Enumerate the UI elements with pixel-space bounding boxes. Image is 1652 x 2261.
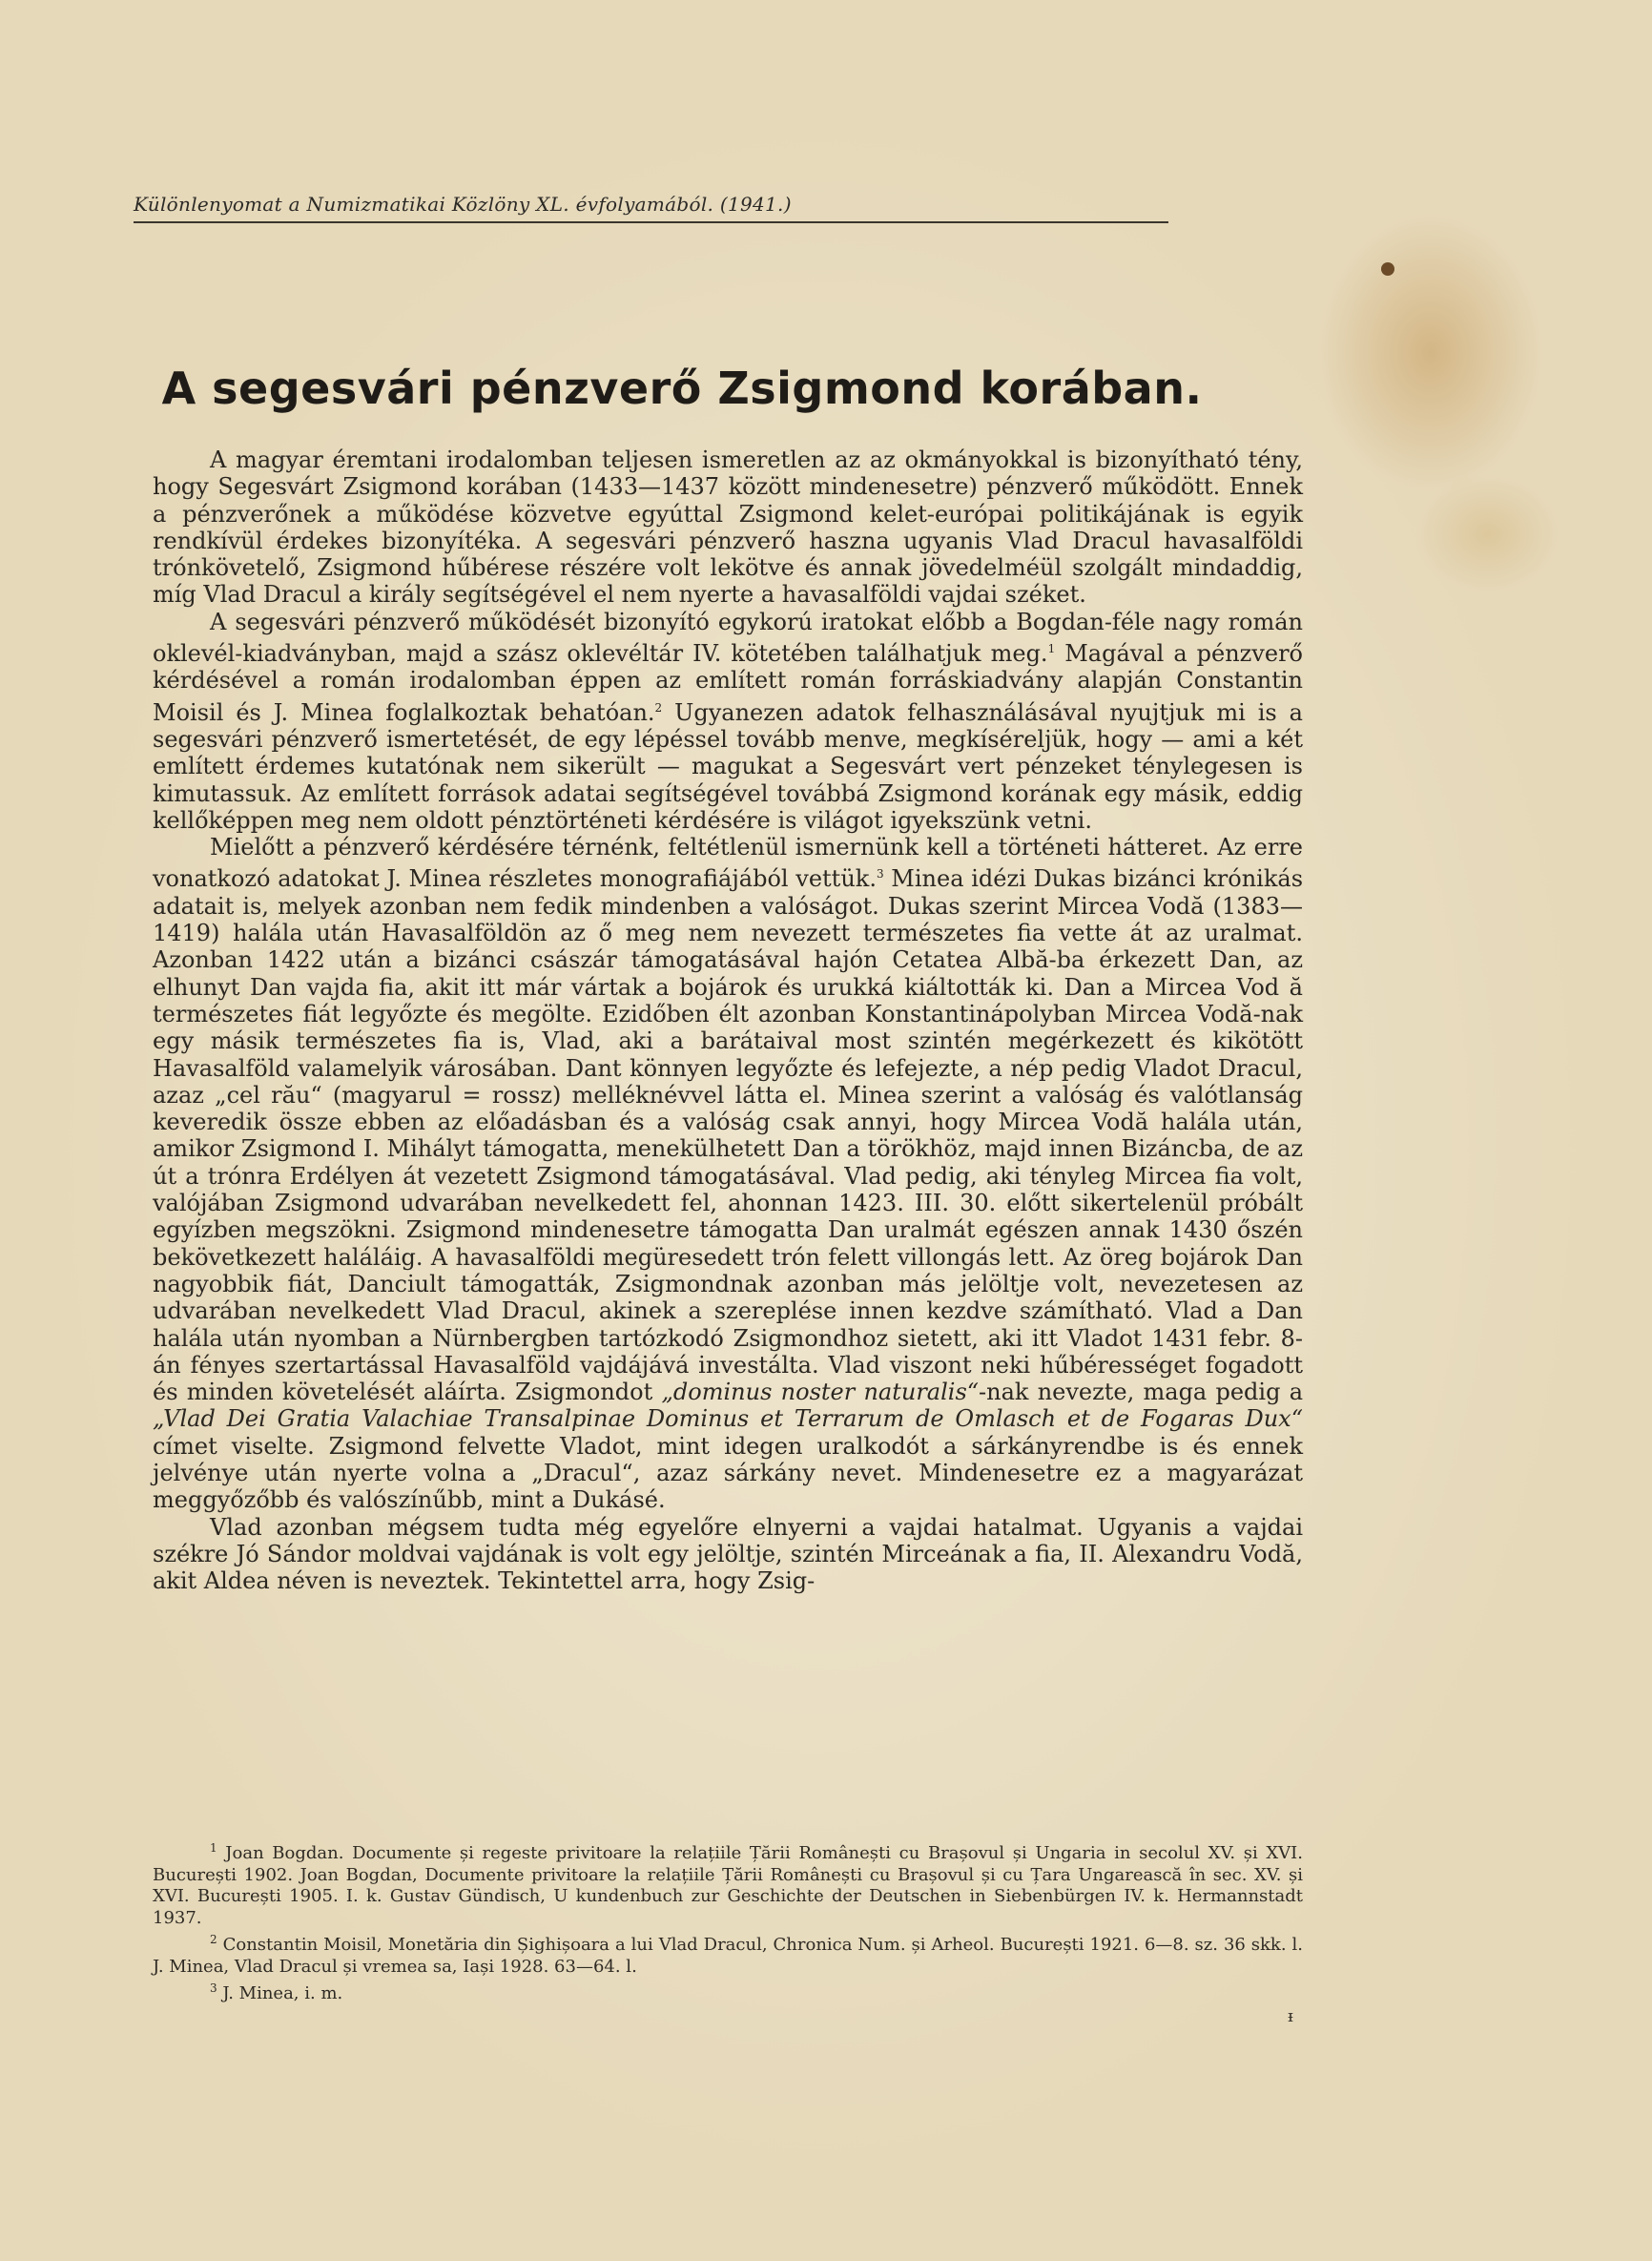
latin-quote-1: „dominus noster naturalis“ — [661, 1379, 980, 1406]
paragraph-4: Vlad azonban mégsem tudta még egyelőre elnyerni a vajdai hatalmat. Ugyanis a vajdai székre Jó Sándor moldvai vajdának is volt egy jelöltje, szintén Mirceának a fia, II. Alexandru Vodă, akit Aldea néven is neveztek. Tekintettel arra, hogy Zsig- — [153, 1513, 1303, 1595]
footnote-2 — [153, 1929, 1303, 1978]
footnote-ref-2: 2 — [654, 700, 663, 715]
footnote-3-text: J. Minea, i. m. — [222, 1983, 343, 2003]
footnote-3-mark: 3 — [210, 1981, 217, 1995]
paragraph-2-part-c: Ugyanezen adatok felhasználásával nyujtjuk mi is a segesvári pénzverő ismertetését, de egy lépéssel tovább menve, megkíséreljük, hogy — ami a két említett érdemes kutatónak nem sikerült — magukat a Segesvárt vert pénzeket ténylegesen is kimutassuk. Az említett források adatai segítségével továbbá Zsigmond korának egy másik, eddig kellőképpen meg nem oldott pénztörténeti kérdésére is világot igyekszünk vetni. — [153, 698, 1303, 834]
footnote-1-text: Joan Bogdan. Documente și regeste privitoare la relațiile Țării Românești cu Brașovul și Ungaria in secolul XV. și XVI. București 1902. Joan Bogdan, Documente privitoare la relațiile Țării Românești cu Brașovul și cu Țara Ungarească în sec. XV. și XVI. București 1905. I. k. Gustav Gündisch, U kundenbuch zur Geschichte der Deutschen in Siebenbürgen IV. k. Hermannstadt 1937. — [153, 1843, 1303, 1928]
article-title: A segesvári pénzverő Zsigmond korában. — [161, 363, 1203, 414]
footnote-3 — [153, 1978, 1303, 2005]
footnote-1-mark: 1 — [210, 1841, 217, 1855]
paragraph-3-part-b: Minea idézi Dukas bizánci krónikás adatait is, melyek azonban nem fedik mindenben a valóságot. Dukas szerint Mircea Vodă (1383—1419) halála után Havasalföldön az ő meg nem nevezett természetes fia vette át az uralmat. Azonban 1422 után a bizánci császár támogatásával hajón Cetatea Albă-ba érkezett Dan, az elhunyt Dan vajda fia, akit itt már vártak a bojárok és urukká kiáltották ki. Dan a Mircea Vod ă természetes fiát legyőzte és megölte. Ezidőben élt azonban Konstantinápolyban Mircea Vodă-nak egy másik természetes fia is, Vlad, aki a barátaival most szintén megérkezett és kikötött Havasalföld valamelyik városában. Dant könnyen legyőzte és lefejezte, a nép pedig Vladot Dracul, azaz „cel rău“ (magyarul = rossz) melléknévvel látta el. Minea szerint a valóság és valótlanság keveredik össze ebben az előadásban és a valóság csak annyi, hogy Mircea Vodă halála után, amikor Zsigmond I. Mihályt támogatta, menekülhetett Dan a törökhöz, majd innen Bizáncba, de az út a trónra Erdélyen át vezetett Zsigmond támogatásával. Vlad pedig, aki tényleg Mircea fia volt, valójában Zsigmond udvarában nevelkedett fel, ahonnan 1423. III. 30. előtt sikertelenül próbált egyízben megszökni. Zsigmond mindenesetre támogatta Dan uralmát egészen annak 1430 őszén bekövetkezett haláláig. A havasalföldi megüresedett trón felett villongás lett. Az öreg bojárok Dan nagyobbik fiát, Danciult támogatták, Zsigmondnak azonban más jelöltje volt, nevezetesen az udvarában nevelkedett Vlad Dracul, akinek a szereplése innen kezdve számítható. Vlad a Dan halála után nyomban a Nürnbergben tartózkodó Zsigmondhoz sietett, aki itt Vladot 1431 febr. 8-án fényes szertartással Havasalföld vajdájává investálta. Vlad viszont neki hűbérességet fogadott és minden követelését aláírta. Zsigmondot — [153, 865, 1304, 1406]
paragraph-3-part-c: -nak nevezte, maga pedig a — [979, 1379, 1304, 1406]
paragraph-3-part-d: címet viselte. Zsigmond felvette Vladot, mint idegen uralkodót a sárkányrendbe is és ennek jelvénye után nyerte volna a „Dracul“, azaz sárkány nevet. Mindenesetre ez a magyarázat meggyőzőbb és valószínűbb, mint a Dukásé. — [153, 1432, 1303, 1514]
footnote-2-mark: 2 — [210, 1933, 217, 1946]
paragraph-3 — [153, 834, 1303, 1513]
footnote-ref-3: 3 — [876, 867, 884, 882]
paragraph-2-part-b: Magával a pénzverő kérdésével a román irodalomban éppen az említett román forráskiadvány alapján Constantin Moisil és J. Minea foglalkoztak behatóan. — [153, 640, 1303, 726]
ink-stain — [1381, 262, 1394, 276]
offprint-header: Különlenyomat a Numizmatikai Közlöny XL. évfolyamából. (1941.) — [134, 193, 1168, 223]
paragraph-1: A magyar éremtani irodalomban teljesen ismeretlen az az okmányokkal is bizonyítható tény, hogy Segesvárt Zsigmond korában (1433—1437 között mindenesetre) pénzverő működött. Ennek a pénzverőnek a működése közvetve egyúttal Zsigmond kelet-európai politikájának is egyik rendkívül érdekes bizonyítéka. A segesvári pénzverő haszna ugyanis Vlad Dracul havasalföldi trónkövetelő, Zsigmond hűbérese részére volt lekötve és annak jövedelméül szolgált mindaddig, míg Vlad Dracul a király segítségével el nem nyerte a havasalföldi vajdai széket. — [153, 446, 1303, 609]
footnote-2-text: Constantin Moisil, Monetăria din Șighișoara a lui Vlad Dracul, Chronica Num. și Arheol. București 1921. 6—8. sz. 36 skk. l. J. Minea, Vlad Dracul și vremea sa, Iași 1928. 63—64. l. — [153, 1935, 1303, 1977]
paragraph-2-part-a: A segesvári pénzverő működését bizonyító egykorú iratokat előbb a Bogdan-féle nagy román oklevél-kiadványban, majd a szász oklevéltár IV. kötetében találhatjuk meg. — [153, 608, 1303, 668]
footnote-ref-1: 1 — [1047, 642, 1056, 656]
paragraph-3-part-a: Mielőtt a pénzverő kérdésére térnénk, feltétlenül ismernünk kell a történeti hátteret. Az erre vonatkozó adatokat J. Minea részletes monografiájából vettük. — [153, 834, 1303, 893]
margin-mark: ᵻ — [1288, 2006, 1293, 2026]
footnote-1 — [153, 1837, 1303, 1929]
article-body — [153, 446, 1303, 1594]
footnotes — [153, 1837, 1303, 2005]
paragraph-2 — [153, 609, 1303, 834]
latin-quote-2: „Vlad Dei Gratia Valachiae Transalpinae Dominus et Terrarum de Omlasch et de Fogaras Dux“ — [153, 1405, 1303, 1433]
